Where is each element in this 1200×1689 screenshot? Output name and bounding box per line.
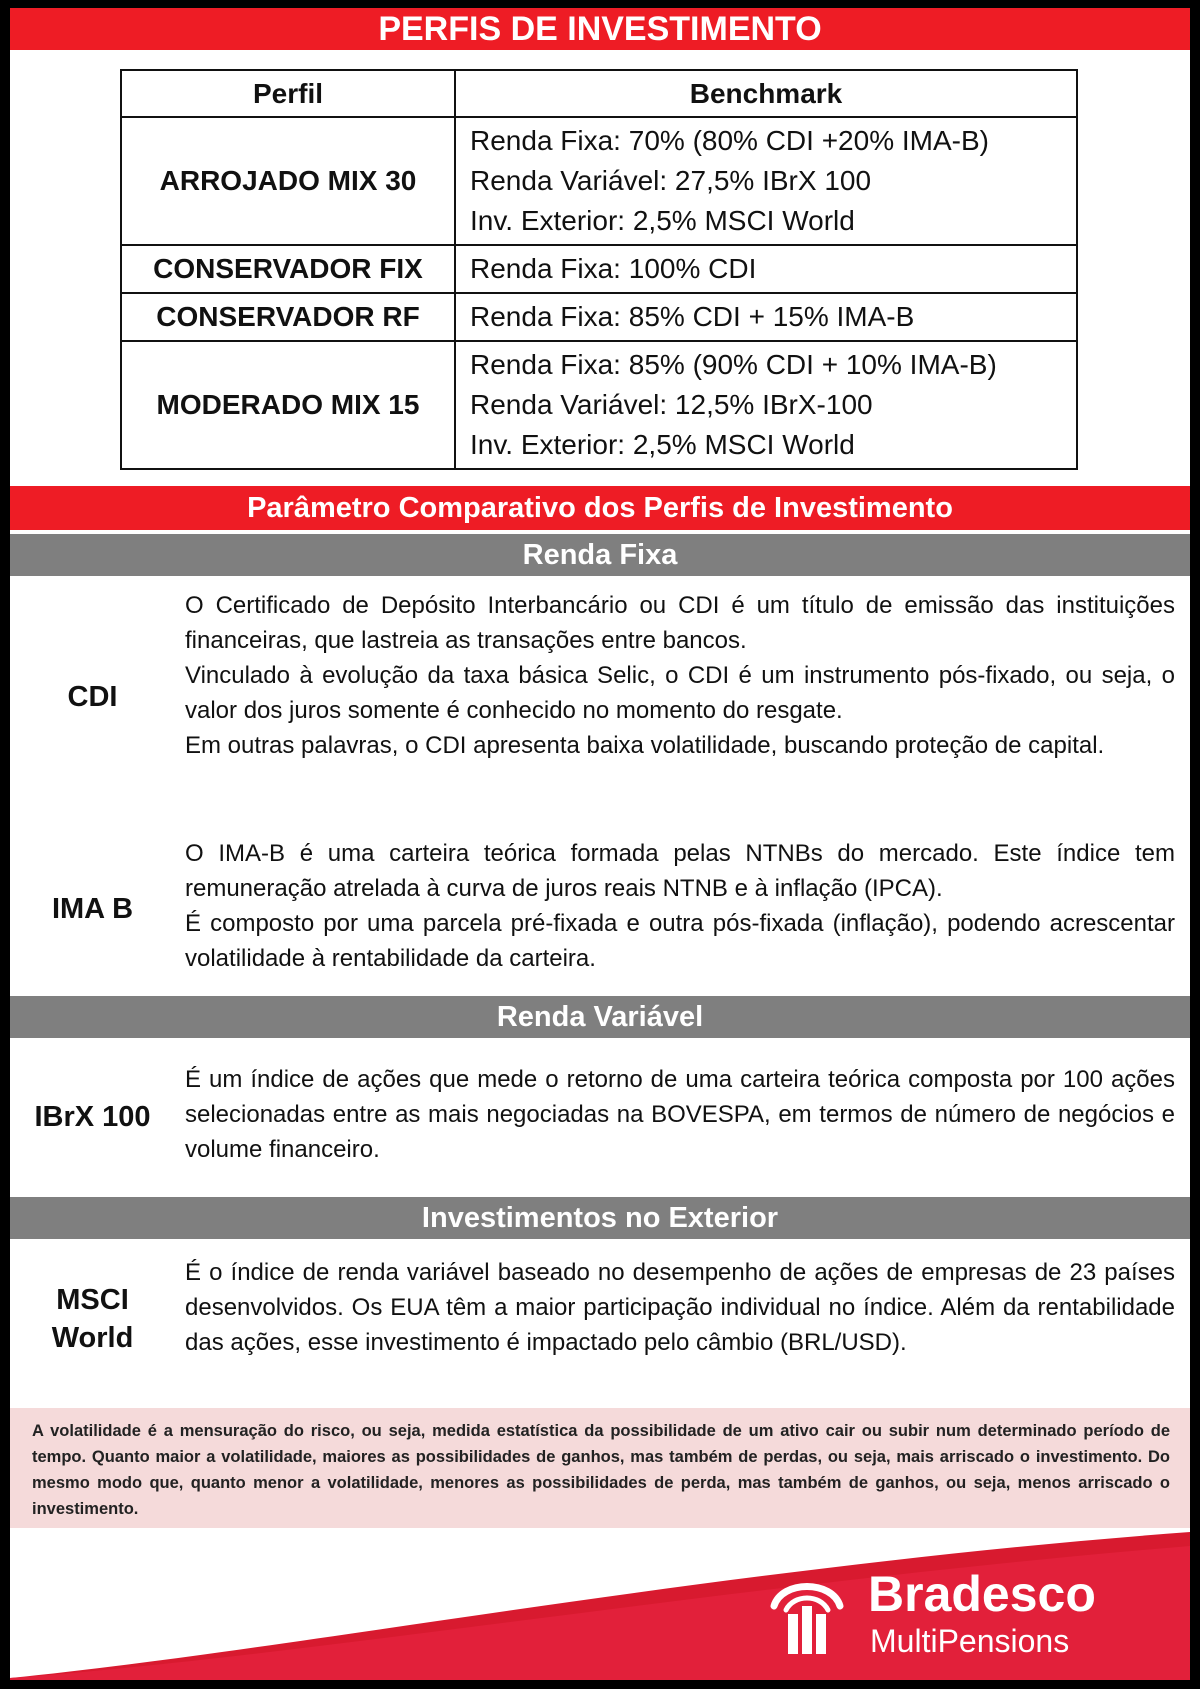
volatility-note: A volatilidade é a mensuração do risco, ou seja, medida estatística da possibilidade de um ativo cair ou subir num determinado período de tempo. Quanto maior a volatilidade, maiores as possibilidades de ganhos, mas também de perdas, ou seja, mais arriscado o investimento. Do mesmo modo que, quanto menor a volatilidade, menores as possibilidades de perda, mas também de ganhos, ou seja, menos arriscado o investimento. — [10, 1408, 1190, 1528]
benchmark-line: Renda Fixa: 85% (90% CDI + 10% IMA-B) — [470, 349, 997, 380]
benchmark-line: Renda Variável: 27,5% IBrX 100 — [470, 165, 872, 196]
benchmark-cell — [455, 293, 1077, 341]
bradesco-logo — [768, 1566, 1188, 1666]
benchmark-line: Renda Variável: 12,5% IBrX-100 — [470, 389, 873, 420]
index-label-line: MSCI — [56, 1284, 129, 1316]
index-label-ima-b: IMA B — [51, 893, 134, 925]
index-label-ibrx-100: IBrX 100 — [34, 1101, 151, 1133]
description-paragraph: É um índice de ações que mede o retorno de uma carteira teórica composta por 100 ações selecionadas entre as mais negociadas na BOVESPA, em termos de número de negócios e volume financeiro. — [185, 1066, 1175, 1163]
benchmark-line: Inv. Exterior: 2,5% MSCI World — [470, 429, 855, 460]
bradesco-tree-icon — [768, 1566, 846, 1662]
column-header-benchmark: Benchmark — [455, 70, 1077, 117]
perfil-cell: CONSERVADOR FIX — [121, 245, 455, 293]
description-paragraph: Em outras palavras, o CDI apresenta baixa volatilidade, buscando proteção de capital. — [185, 732, 1105, 759]
table-header-row — [121, 70, 1077, 117]
perfil-cell: MODERADO MIX 15 — [121, 341, 455, 469]
benchmark-line: Renda Fixa: 85% CDI + 15% IMA-B — [470, 301, 915, 332]
index-description-ibrx-100 — [185, 1062, 1175, 1167]
benchmark-table — [120, 69, 1078, 470]
index-description-ima-b — [185, 836, 1175, 976]
section-heading-renda-fixa: Renda Fixa — [10, 534, 1190, 576]
benchmark-line: Inv. Exterior: 2,5% MSCI World — [470, 205, 855, 236]
description-paragraph: O Certificado de Depósito Interbancário ou CDI é um título de emissão das instituições financeiras, que lastreia as transações entre bancos. — [185, 592, 1175, 654]
benchmark-line: Renda Fixa: 100% CDI — [470, 253, 757, 284]
description-paragraph: O IMA-B é uma carteira teórica formada pelas NTNBs do mercado. Este índice tem remuneração atrelada à curva de juros reais NTNB e à inflação (IPCA). — [185, 840, 1175, 902]
table-row — [121, 117, 1077, 245]
table-row — [121, 245, 1077, 293]
logo-name: Bradesco — [868, 1566, 1096, 1622]
table-row — [121, 341, 1077, 469]
benchmark-cell — [455, 245, 1077, 293]
page — [10, 8, 1190, 1680]
perfil-cell: CONSERVADOR RF — [121, 293, 455, 341]
description-paragraph: Vinculado à evolução da taxa básica Selic, o CDI é um instrumento pós-fixado, ou seja, o valor dos juros somente é conhecido no momento do resgate. — [185, 662, 1175, 724]
benchmark-cell — [455, 117, 1077, 245]
benchmark-line: Renda Fixa: 70% (80% CDI +20% IMA-B) — [470, 125, 989, 156]
index-label-line: World — [51, 1322, 134, 1354]
description-paragraph: É o índice de renda variável baseado no desempenho de ações de empresas de 23 países desenvolvidos. Os EUA têm a maior participação individual no índice. Além da rentabilidade das ações, esse investimento é impactado pelo câmbio (BRL/USD). — [185, 1259, 1175, 1356]
page-title: PERFIS DE INVESTIMENTO — [10, 8, 1190, 50]
description-paragraph: É composto por uma parcela pré-fixada e outra pós-fixada (inflação), podendo acrescentar volatilidade à rentabilidade da carteira. — [185, 910, 1175, 972]
index-description-cdi — [185, 588, 1175, 763]
logo-subtitle: MultiPensions — [870, 1623, 1070, 1659]
index-label-cdi: CDI — [67, 681, 118, 713]
table-row — [121, 293, 1077, 341]
benchmark-cell — [455, 341, 1077, 469]
comparativo-title: Parâmetro Comparativo dos Perfis de Investimento — [10, 486, 1190, 530]
column-header-perfil: Perfil — [121, 70, 455, 117]
index-label-msci-world — [10, 1281, 175, 1357]
perfil-cell: ARROJADO MIX 30 — [121, 117, 455, 245]
section-heading-renda-variavel: Renda Variável — [10, 996, 1190, 1038]
section-heading-exterior: Investimentos no Exterior — [10, 1197, 1190, 1239]
index-description-msci-world — [185, 1255, 1175, 1360]
